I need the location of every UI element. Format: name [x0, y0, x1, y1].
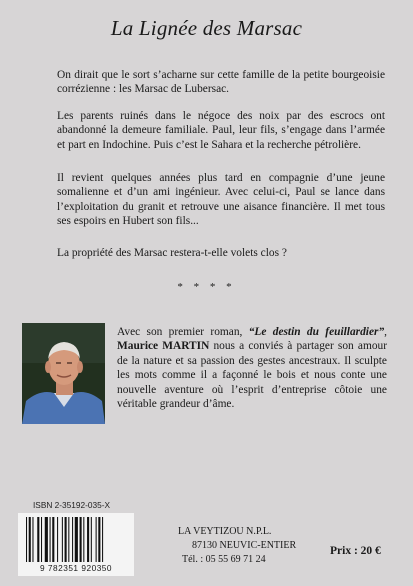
barcode-bar: [75, 517, 78, 562]
publisher-name: LA VEYTIZOU N.P.L.: [178, 526, 272, 537]
author-bio: [117, 325, 387, 411]
publisher-info: [178, 525, 338, 568]
barcode-bar: [41, 517, 42, 562]
barcode-bar: [62, 517, 63, 562]
barcode-bar: [87, 517, 89, 562]
book-title: La Lignée des Marsac: [110, 16, 303, 40]
paragraph-3: Il revient quelques années plus tard en compagnie d’une jeune somalienne et d’un ami ingénieur. Avec celui-ci, Paul se lance dans l’exploitation du granit et retrouve une aisance financière. Il met tous ses espoirs en Hubert son fils...: [57, 172, 385, 227]
barcode-bar: [65, 517, 67, 562]
bio-intro: Avec son premier roman,: [117, 326, 249, 338]
barcode-bar: [68, 517, 69, 562]
barcode-bar: [50, 517, 51, 562]
bio-comma: ,: [384, 326, 387, 338]
isbn-number: ISBN 2-35192-035-X: [33, 500, 111, 510]
barcode-bar: [45, 517, 48, 562]
barcode-bar: [32, 517, 33, 562]
barcode-bar: [83, 517, 84, 562]
barcode-bar: [29, 517, 31, 562]
barcode: [18, 513, 134, 576]
price-label: Prix : 20 €: [330, 545, 381, 557]
barcode-bar: [91, 517, 92, 562]
barcode-bar: [80, 517, 82, 562]
bio-rest: nous a conviés à partager son amour de la nature et sa passion des gestes ancestraux. Il sculpte les mots comme il a façonné le bois et nous conte une nouvelle aventure où l’esprit d’entreprise côtoie une véritable grandeur d’âme.: [117, 340, 387, 411]
barcode-bar: [26, 517, 27, 562]
publisher-address: 87130 NEUVIC-ENTIER: [192, 540, 297, 552]
barcode-number: 9 782351 920350: [39, 563, 113, 573]
barcode-bar: [72, 517, 73, 562]
barcode-bar: [37, 517, 39, 562]
barcode-bar: [98, 517, 100, 562]
barcode-bar: [102, 517, 103, 562]
barcode-bar: [57, 517, 58, 562]
bio-book-title: “Le destin du feuillardier”: [248, 326, 385, 338]
paragraph-4: La propriété des Marsac restera-t-elle volets clos ?: [57, 247, 287, 259]
bio-author-name: Maurice MARTIN: [117, 340, 210, 353]
paragraph-1: On dirait que le sort s’acharne sur cette famille de la petite bourgeoisie corrézienne : les Marsac de Lubersac.: [57, 69, 385, 96]
publisher-phone: Tél. : 05 55 69 71 24: [182, 554, 266, 566]
author-portrait-image: [22, 323, 105, 424]
barcode-bar: [52, 517, 54, 562]
section-separator: * * * *: [177, 281, 236, 293]
barcode-bar: [96, 517, 97, 562]
paragraph-2: Les parents ruinés dans le négoce des noix par des escrocs ont abandonné la demeure familiale. Paul, leur fils, s’engage dans l’armée et part en Indochine. Puis c’est le Sahara et la recherche pétrolière.: [57, 110, 385, 151]
author-photo: [22, 323, 105, 424]
